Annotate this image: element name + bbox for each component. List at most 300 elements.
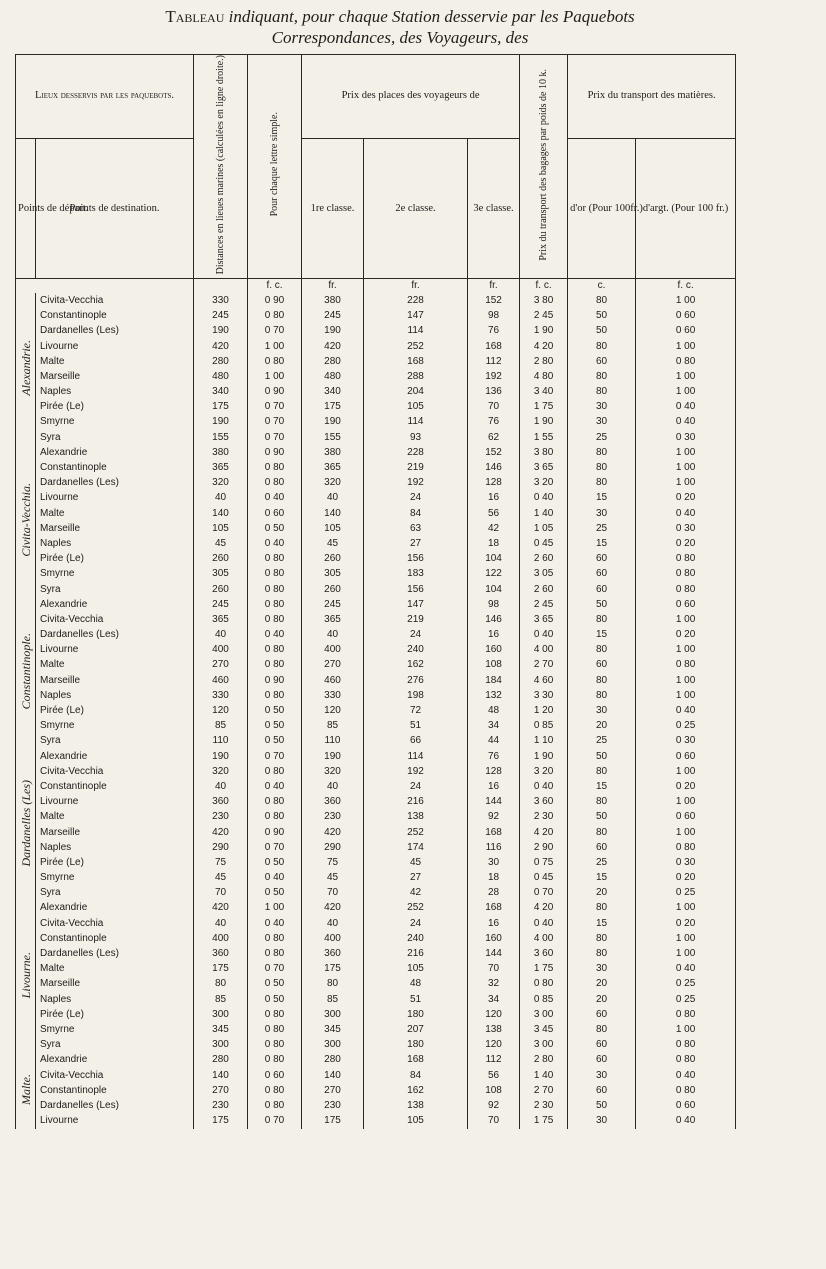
cell-argent: 0 25 [636,886,736,901]
cell-classe3: 34 [468,719,520,734]
unit-classe1: fr. [302,279,364,294]
table-body [16,279,826,1129]
cell-distance: 190 [194,415,248,430]
cell-classe2: 66 [364,734,468,749]
table-row [16,658,826,673]
cell-classe3: 62 [468,430,520,445]
cell-bagages: 3 20 [520,476,568,491]
cell-lettre: 0 40 [248,779,302,794]
cell-distance: 45 [194,870,248,885]
cell-classe1: 280 [302,1053,364,1068]
cell-destination: Civita-Vecchia [36,293,194,308]
cell-bagages: 2 70 [520,1083,568,1098]
cell-destination: Constantinople [36,309,194,324]
cell-classe2: 45 [364,855,468,870]
cell-destination: Constantinople [36,779,194,794]
cell-classe2: 51 [364,719,468,734]
cell-classe3: 16 [468,491,520,506]
table-row [16,749,826,764]
table-row [16,293,826,308]
cell-classe2: 252 [364,339,468,354]
cell-classe3: 112 [468,1053,520,1068]
cell-classe2: 192 [364,764,468,779]
cell-distance: 80 [194,977,248,992]
cell-argent: 0 40 [636,1113,736,1128]
cell-classe2: 114 [364,415,468,430]
group-label [16,1053,36,1129]
cell-destination: Smyrne [36,870,194,885]
cell-classe2: 156 [364,582,468,597]
table-row [16,855,826,870]
cell-bagages: 2 60 [520,582,568,597]
cell-lettre: 0 50 [248,703,302,718]
table-row [16,506,826,521]
table-row [16,825,826,840]
cell-argent: 1 00 [636,931,736,946]
cell-or: 80 [568,795,636,810]
table-row [16,977,826,992]
cell-destination: Civita-Vecchia [36,1068,194,1083]
cell-distance: 105 [194,521,248,536]
cell-destination: Alexandrie [36,445,194,460]
table-row [16,992,826,1007]
cell-classe2: 180 [364,1038,468,1053]
table-row [16,1038,826,1053]
cell-classe2: 288 [364,369,468,384]
cell-classe3: 18 [468,870,520,885]
table-row [16,612,826,627]
cell-classe3: 120 [468,1007,520,1022]
cell-classe3: 42 [468,521,520,536]
cell-bagages: 3 60 [520,946,568,961]
table-row [16,643,826,658]
cell-classe2: 114 [364,324,468,339]
cell-destination: Malte [36,658,194,673]
cell-distance: 140 [194,506,248,521]
header-lieux: Lieux desservis par les paquebots. [16,55,194,139]
cell-classe1: 190 [302,415,364,430]
cell-classe3: 48 [468,703,520,718]
cell-classe3: 144 [468,795,520,810]
table-row [16,445,826,460]
cell-lettre: 0 70 [248,1113,302,1128]
cell-classe3: 138 [468,1022,520,1037]
cell-classe2: 162 [364,658,468,673]
cell-argent: 1 00 [636,688,736,703]
cell-classe3: 70 [468,400,520,415]
cell-classe1: 420 [302,901,364,916]
cell-destination: Constantinople [36,1083,194,1098]
cell-classe1: 245 [302,309,364,324]
cell-distance: 305 [194,567,248,582]
cell-destination: Civita-Vecchia [36,612,194,627]
cell-lettre: 0 50 [248,855,302,870]
cell-argent: 0 80 [636,567,736,582]
cell-bagages: 3 65 [520,612,568,627]
cell-classe3: 18 [468,536,520,551]
cell-classe1: 85 [302,992,364,1007]
cell-bagages: 3 80 [520,445,568,460]
cell-lettre: 0 90 [248,293,302,308]
cell-destination: Livourne [36,339,194,354]
cell-lettre: 0 50 [248,977,302,992]
cell-bagages: 0 40 [520,491,568,506]
cell-classe2: 24 [364,779,468,794]
header-classe2: 2e classe. [364,138,468,279]
cell-classe1: 360 [302,946,364,961]
cell-lettre: 0 80 [248,354,302,369]
cell-classe1: 155 [302,430,364,445]
cell-classe2: 276 [364,673,468,688]
cell-or: 80 [568,946,636,961]
cell-classe1: 420 [302,339,364,354]
cell-argent: 1 00 [636,445,736,460]
cell-classe3: 128 [468,764,520,779]
cell-argent: 0 80 [636,1007,736,1022]
cell-bagages: 0 70 [520,886,568,901]
table-row [16,460,826,475]
cell-argent: 1 00 [636,901,736,916]
cell-classe2: 114 [364,749,468,764]
cell-argent: 0 20 [636,870,736,885]
cell-distance: 400 [194,931,248,946]
cell-destination: Alexandrie [36,901,194,916]
cell-classe1: 40 [302,916,364,931]
cell-or: 50 [568,749,636,764]
cell-classe2: 168 [364,354,468,369]
table-row [16,840,826,855]
cell-or: 25 [568,430,636,445]
cell-classe3: 104 [468,552,520,567]
cell-or: 60 [568,582,636,597]
cell-classe2: 174 [364,840,468,855]
cell-classe2: 162 [364,1083,468,1098]
cell-classe2: 105 [364,962,468,977]
cell-bagages: 3 65 [520,460,568,475]
cell-argent: 1 00 [636,825,736,840]
cell-destination: Constantinople [36,460,194,475]
cell-distance: 40 [194,627,248,642]
cell-destination: Naples [36,688,194,703]
cell-classe3: 120 [468,1038,520,1053]
cell-or: 80 [568,476,636,491]
cell-classe2: 207 [364,1022,468,1037]
cell-classe2: 27 [364,536,468,551]
cell-bagages: 1 75 [520,400,568,415]
cell-or: 60 [568,658,636,673]
cell-argent: 0 40 [636,400,736,415]
cell-bagages: 3 00 [520,1007,568,1022]
group-label [16,597,36,749]
cell-destination: Malte [36,506,194,521]
cell-classe1: 365 [302,460,364,475]
cell-argent: 0 40 [636,415,736,430]
cell-distance: 230 [194,1098,248,1113]
cell-classe1: 290 [302,840,364,855]
cell-classe2: 180 [364,1007,468,1022]
cell-destination: Smyrne [36,415,194,430]
cell-lettre: 0 70 [248,749,302,764]
cell-argent: 1 00 [636,643,736,658]
cell-argent: 0 30 [636,855,736,870]
cell-classe2: 204 [364,384,468,399]
cell-classe3: 112 [468,354,520,369]
cell-classe2: 252 [364,901,468,916]
cell-bagages: 0 40 [520,916,568,931]
group-label-text: Civita-Vecchia. [18,482,33,557]
cell-argent: 0 30 [636,734,736,749]
cell-classe1: 480 [302,369,364,384]
header-points-destination: Points de destination. [36,138,194,279]
cell-or: 15 [568,916,636,931]
cell-destination: Malte [36,962,194,977]
cell-bagages: 3 40 [520,384,568,399]
cell-distance: 85 [194,719,248,734]
cell-classe2: 156 [364,552,468,567]
table-row [16,673,826,688]
cell-classe3: 160 [468,643,520,658]
cell-destination: Alexandrie [36,749,194,764]
cell-classe1: 80 [302,977,364,992]
cell-classe2: 138 [364,1098,468,1113]
cell-or: 30 [568,1113,636,1128]
table-row [16,1007,826,1022]
cell-classe3: 132 [468,688,520,703]
cell-classe2: 168 [364,1053,468,1068]
cell-bagages: 0 85 [520,992,568,1007]
table-row [16,384,826,399]
cell-or: 30 [568,400,636,415]
table-row [16,415,826,430]
cell-classe3: 70 [468,1113,520,1128]
unit-bagages: f. c. [520,279,568,294]
cell-lettre: 0 60 [248,1068,302,1083]
cell-distance: 380 [194,445,248,460]
cell-classe2: 84 [364,506,468,521]
cell-classe3: 128 [468,476,520,491]
cell-classe1: 400 [302,931,364,946]
cell-or: 60 [568,1083,636,1098]
cell-or: 30 [568,415,636,430]
units-blank-distance [194,279,248,294]
cell-classe2: 24 [364,916,468,931]
table-row [16,946,826,961]
group-label [16,445,36,597]
cell-classe3: 136 [468,384,520,399]
table-row [16,567,826,582]
group-label [16,749,36,901]
cell-destination: Constantinople [36,931,194,946]
cell-classe3: 98 [468,309,520,324]
cell-argent: 0 60 [636,810,736,825]
cell-classe1: 175 [302,1113,364,1128]
cell-bagages: 1 90 [520,415,568,430]
table-row [16,931,826,946]
cell-distance: 460 [194,673,248,688]
cell-classe1: 460 [302,673,364,688]
cell-argent: 0 20 [636,627,736,642]
cell-classe3: 108 [468,658,520,673]
header-classe3: 3e classe. [468,138,520,279]
cell-destination: Dardanelles (Les) [36,946,194,961]
cell-destination: Naples [36,536,194,551]
cell-or: 80 [568,384,636,399]
cell-distance: 120 [194,703,248,718]
cell-bagages: 0 45 [520,870,568,885]
cell-destination: Malte [36,354,194,369]
cell-destination: Livourne [36,1113,194,1128]
header-bagages-text: Prix du transport des bagages par poids de 10 k. [538,68,550,261]
cell-lettre: 0 80 [248,643,302,658]
cell-distance: 330 [194,688,248,703]
table-row [16,430,826,445]
cell-argent: 0 80 [636,552,736,567]
cell-classe3: 32 [468,977,520,992]
cell-argent: 0 30 [636,521,736,536]
cell-destination: Marseille [36,521,194,536]
cell-lettre: 0 60 [248,506,302,521]
cell-classe2: 84 [364,1068,468,1083]
cell-lettre: 0 80 [248,1038,302,1053]
cell-destination: Livourne [36,795,194,810]
table-row [16,703,826,718]
cell-classe2: 147 [364,597,468,612]
cell-or: 80 [568,673,636,688]
cell-classe2: 138 [364,810,468,825]
cell-lettre: 0 90 [248,384,302,399]
cell-destination: Syra [36,430,194,445]
cell-classe2: 216 [364,946,468,961]
cell-classe2: 105 [364,400,468,415]
cell-classe2: 147 [364,309,468,324]
cell-or: 80 [568,901,636,916]
cell-destination: Pirée (Le) [36,552,194,567]
cell-lettre: 0 90 [248,673,302,688]
cell-bagages: 3 20 [520,764,568,779]
cell-argent: 0 40 [636,1068,736,1083]
cell-distance: 40 [194,916,248,931]
cell-classe3: 56 [468,506,520,521]
cell-classe2: 240 [364,643,468,658]
cell-or: 50 [568,324,636,339]
cell-or: 50 [568,597,636,612]
cell-destination: Pirée (Le) [36,855,194,870]
header-points-depart: Points de départ. [16,138,36,279]
cell-lettre: 0 80 [248,460,302,475]
header-distances-text: Distances en lieues marines (calculées en ligne droite.) [215,55,227,275]
table-row [16,916,826,931]
cell-classe1: 260 [302,582,364,597]
cell-argent: 0 40 [636,962,736,977]
cell-distance: 400 [194,643,248,658]
cell-classe2: 105 [364,1113,468,1128]
cell-or: 15 [568,870,636,885]
cell-lettre: 0 50 [248,521,302,536]
cell-or: 80 [568,825,636,840]
cell-distance: 365 [194,460,248,475]
cell-or: 50 [568,810,636,825]
cell-or: 15 [568,491,636,506]
table-row [16,369,826,384]
cell-classe1: 175 [302,962,364,977]
cell-argent: 1 00 [636,339,736,354]
cell-argent: 0 60 [636,597,736,612]
cell-distance: 360 [194,795,248,810]
cell-bagages: 2 60 [520,552,568,567]
cell-lettre: 0 80 [248,795,302,810]
cell-classe2: 228 [364,293,468,308]
cell-argent: 0 25 [636,719,736,734]
cell-bagages: 2 45 [520,309,568,324]
cell-lettre: 1 00 [248,369,302,384]
cell-argent: 0 60 [636,324,736,339]
cell-classe3: 168 [468,825,520,840]
cell-classe3: 16 [468,627,520,642]
cell-classe1: 320 [302,476,364,491]
table-row [16,1053,826,1068]
cell-lettre: 0 80 [248,567,302,582]
cell-classe3: 70 [468,962,520,977]
cell-classe3: 144 [468,946,520,961]
cell-lettre: 0 80 [248,1053,302,1068]
cell-destination: Pirée (Le) [36,1007,194,1022]
cell-lettre: 1 00 [248,901,302,916]
cell-classe1: 380 [302,445,364,460]
cell-classe1: 300 [302,1038,364,1053]
cell-lettre: 0 80 [248,946,302,961]
cell-classe2: 216 [364,795,468,810]
cell-argent: 1 00 [636,946,736,961]
cell-bagages: 2 30 [520,1098,568,1113]
cell-classe2: 51 [364,992,468,1007]
cell-classe1: 105 [302,521,364,536]
cell-classe1: 45 [302,536,364,551]
group-label [16,901,36,1053]
cell-distance: 420 [194,339,248,354]
cell-or: 60 [568,840,636,855]
cell-distance: 420 [194,901,248,916]
cell-argent: 0 40 [636,506,736,521]
cell-classe2: 192 [364,476,468,491]
table-row [16,962,826,977]
cell-or: 15 [568,779,636,794]
cell-classe3: 16 [468,916,520,931]
cell-distance: 300 [194,1007,248,1022]
cell-classe1: 365 [302,612,364,627]
cell-bagages: 1 75 [520,962,568,977]
cell-classe1: 230 [302,810,364,825]
cell-lettre: 0 80 [248,476,302,491]
cell-argent: 0 20 [636,536,736,551]
group-label-text: Constantinople. [18,633,33,710]
cell-bagages: 1 75 [520,1113,568,1128]
cell-classe1: 270 [302,658,364,673]
cell-or: 15 [568,536,636,551]
cell-bagages: 0 40 [520,779,568,794]
cell-classe1: 70 [302,886,364,901]
cell-lettre: 0 80 [248,810,302,825]
cell-classe3: 152 [468,293,520,308]
cell-classe3: 104 [468,582,520,597]
cell-classe1: 110 [302,734,364,749]
cell-lettre: 0 80 [248,1098,302,1113]
cell-distance: 40 [194,491,248,506]
table-row [16,901,826,916]
header-lettre [248,55,302,279]
cell-destination: Syra [36,734,194,749]
cell-or: 20 [568,992,636,1007]
cell-bagages: 1 05 [520,521,568,536]
